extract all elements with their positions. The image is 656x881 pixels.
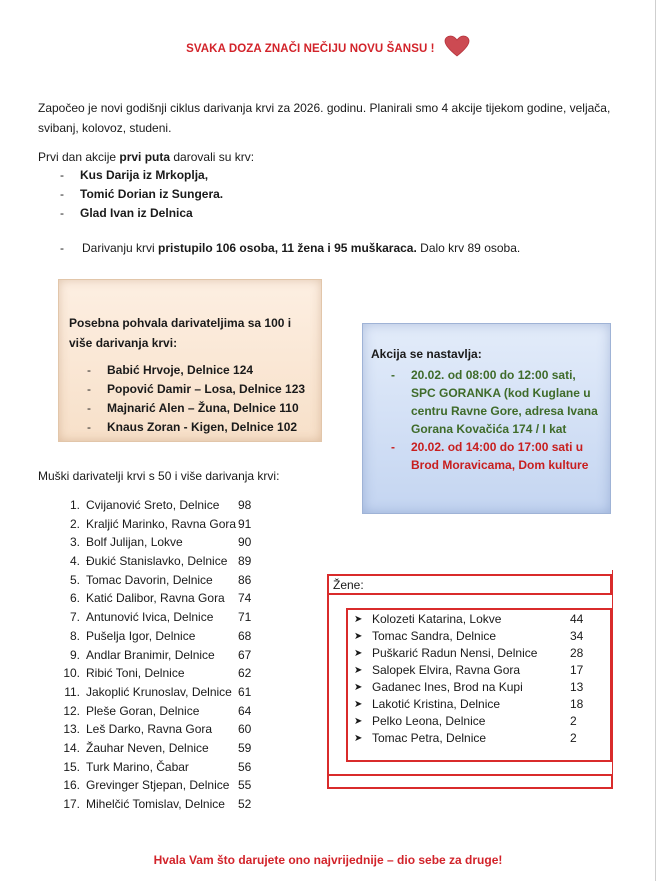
donor-name: Tomac Petra, Delnice [372,731,487,745]
donor-name: Tomić Dorian iz Sungera. [80,187,224,201]
donor-name: Pleše Goran, Delnice [86,703,200,718]
donation-count: 28 [570,646,584,660]
action-item-brod-moravice: - 20.02. od 14:00 do 17:00 sati u Brod Moravicama, Dom kulture [391,438,602,474]
row-number: 13. [63,722,80,737]
row-number: 9. [69,647,80,662]
women-frame-right [612,570,613,788]
men-list [58,496,268,814]
heart-icon [444,35,470,57]
action-item-ravna-gora: - 20.02. od 08:00 do 12:00 sati, SPC GORANKA (kod Kuglane u centru Ravne Gore, adresa Ivana Gorana Kovačića 174 / I kat [391,366,602,438]
table-row [354,713,604,730]
table-row [58,720,268,739]
donor-name: Lakotić Kristina, Delnice [372,697,501,711]
praise-heading: Posebna pohvala darivateljima sa 100 i više darivanja krvi: [69,316,292,350]
arrow-bullet-icon: ➤ [354,682,363,693]
table-row [58,646,268,665]
donation-count: 74 [238,591,252,606]
total-suffix: Dalo krv 89 osoba. [416,241,521,255]
donation-count: 59 [238,740,252,755]
table-row [354,645,604,662]
donor-name: Salopek Elvira, Ravna Gora [372,663,521,677]
table-row [58,496,268,515]
donor-name: Turk Marino, Čabar [86,759,189,774]
donation-count: 56 [238,759,252,774]
row-number: 17. [63,797,80,811]
table-row [354,611,604,628]
donor-name: Grevinger Stjepan, Delnice [86,778,230,793]
action-heading: Akcija se nastavlja: [371,347,482,361]
women-frame-left [327,595,329,775]
table-row [58,627,268,646]
arrow-bullet-icon: ➤ [354,614,363,625]
donation-count: 2 [570,731,577,745]
donation-count: 2 [570,714,577,728]
women-header-frame [327,574,612,595]
donation-count: 55 [238,778,252,793]
donor-name: Tomac Sandra, Delnice [372,629,497,643]
table-row [354,730,604,747]
table-row [354,696,604,713]
first-time-prefix: Prvi dan akcije [38,150,120,164]
table-row [354,628,604,645]
intro-paragraph: Započeo je novi godišnji ciklus darivanja krvi za 2026. godinu. Planirali smo 4 akcije tijekom godine, veljača, svibanj, kolovoz, studeni. [38,101,611,135]
row-number: 2. [69,516,80,531]
action-text: 20.02. od 14:00 do 17:00 sati u Brod Moravicama, Dom kulture [411,440,589,472]
row-number: 5. [69,572,80,587]
table-row [58,739,268,758]
donor-name: Tomac Davorin, Delnice [86,572,213,587]
donation-count: 13 [570,680,584,694]
donation-count: 62 [238,666,252,681]
first-time-suffix: darovali su krv: [170,150,255,164]
donation-count: 64 [238,703,252,718]
arrow-bullet-icon: ➤ [354,699,363,710]
list-item: - Kus Darija iz Mrkoplja, [60,166,223,185]
arrow-bullet-icon: ➤ [354,716,363,727]
donation-count: 52 [238,797,252,811]
donation-count: 17 [570,663,584,677]
row-number: 6. [69,591,80,606]
praise-item: Majnarić Alen – Žuna, Delnice 110 [107,401,299,415]
arrow-bullet-icon: ➤ [354,665,363,676]
row-number: 15. [63,759,80,774]
donor-name: Đukić Stanislavko, Delnice [86,554,228,569]
table-row [58,571,268,590]
donation-count: 18 [570,697,584,711]
donor-name: Katić Dalibor, Ravna Gora [86,591,225,606]
donor-name: Kolozeti Katarina, Lokve [372,612,502,626]
row-number: 4. [69,554,80,569]
row-number: 14. [63,740,80,755]
table-row [58,552,268,571]
arrow-bullet-icon: ➤ [354,648,363,659]
list-item: - Glad Ivan iz Delnica [60,204,223,223]
women-heading: Žene: [333,578,364,592]
donor-name: Cvijanović Sreto, Delnice [86,498,220,512]
total-prefix: Darivanju krvi [82,241,159,255]
donation-count: 86 [238,572,252,587]
row-number: 7. [69,610,80,625]
donation-count: 34 [570,629,584,643]
row-number: 8. [69,628,80,643]
donor-name: Pelko Leona, Delnice [372,714,486,728]
donation-count: 71 [238,610,252,625]
donor-name: Glad Ivan iz Delnica [80,206,193,220]
donation-count: 44 [570,612,584,626]
donation-count: 67 [238,647,252,662]
table-row [58,776,268,795]
praise-box [58,279,322,442]
donation-count: 61 [238,684,252,699]
men-heading: Muški darivatelji krvi s 50 i više darivanja krvi: [38,469,280,483]
page-title [0,41,656,57]
praise-item: Babić Hrvoje, Delnice 124 [107,363,254,377]
donation-count: 90 [238,535,252,550]
women-list [354,611,604,747]
table-row [58,664,268,683]
donor-name: Puškarić Radun Nensi, Delnice [372,646,538,660]
donation-count: 60 [238,722,252,737]
table-row [58,795,268,814]
row-number: 10. [63,666,80,681]
donation-count: 89 [238,554,252,569]
total-emph: pristupilo 106 osoba, 11 žena i 95 muškaraca. [158,241,417,255]
table-row [354,662,604,679]
table-row [58,683,268,702]
list-item: - Tomić Dorian iz Sungera. [60,185,223,204]
table-row [58,758,268,777]
praise-item: Knaus Zoran - Kigen, Delnice 102 [107,420,298,434]
table-row [58,515,268,534]
total-summary: - Darivanju krvi pristupilo 106 osoba, 11 žena i 95 muškaraca. Dalo krv 89 osoba. [60,241,521,255]
praise-item: Popović Damir – Losa, Delnice 123 [107,382,306,396]
table-row [58,702,268,721]
donor-name: Leš Darko, Ravna Gora [86,722,213,737]
row-number: 11. [64,684,80,699]
women-footer-frame [327,774,613,789]
table-row [354,679,604,696]
donor-name: Pušelja Igor, Delnice [86,628,196,643]
title-text: SVAKA DOZA ZNAČI NEČIJU NOVU ŠANSU ! [186,43,435,56]
donor-name: Ribić Toni, Delnice [86,666,185,681]
donation-count: 98 [238,498,252,512]
donor-name: Antunović Ivica, Delnice [86,610,214,625]
table-row [58,589,268,608]
row-number: 1. [69,498,80,512]
donation-count: 68 [238,628,252,643]
donor-name: Jakoplić Krunoslav, Delnice [86,684,232,699]
first-time-list [60,166,223,223]
row-number: 12. [63,703,80,718]
row-number: 3. [69,535,80,550]
donor-name: Kus Darija iz Mrkoplja, [80,168,209,182]
donor-name: Bolf Julijan, Lokve [86,535,183,550]
list-item: - Majnarić Alen – Žuna, Delnice 110 [87,401,299,415]
list-item: - Popović Damir – Losa, Delnice 123 [87,382,306,396]
list-item: - Knaus Zoran - Kigen, Delnice 102 [87,420,298,434]
action-box [362,323,611,514]
donor-name: Kraljić Marinko, Ravna Gora [86,516,237,531]
table-row [58,608,268,627]
first-time-emph: prvi puta [119,150,171,164]
row-number: 16. [63,778,80,793]
first-time-heading [38,150,254,164]
table-row [58,533,268,552]
donor-name: Gadanec Ines, Brod na Kupi [372,680,523,694]
donor-name: Žauhar Neven, Delnice [86,740,209,755]
arrow-bullet-icon: ➤ [354,733,363,744]
action-text: 20.02. od 08:00 do 12:00 sati, SPC GORANKA (kod Kuglane u centru Ravne Gore, adresa Ivana Gorana Kovačića 174 / I kat [411,368,598,436]
footer-thanks: Hvala Vam što darujete ono najvrijednije – dio sebe za druge! [153,853,503,867]
donor-name: Mihelčić Tomislav, Delnice [86,797,225,811]
donor-name: Andlar Branimir, Delnice [86,647,215,662]
list-item: - Babić Hrvoje, Delnice 124 [87,363,254,377]
donation-count: 91 [238,516,252,531]
arrow-bullet-icon: ➤ [354,631,363,642]
